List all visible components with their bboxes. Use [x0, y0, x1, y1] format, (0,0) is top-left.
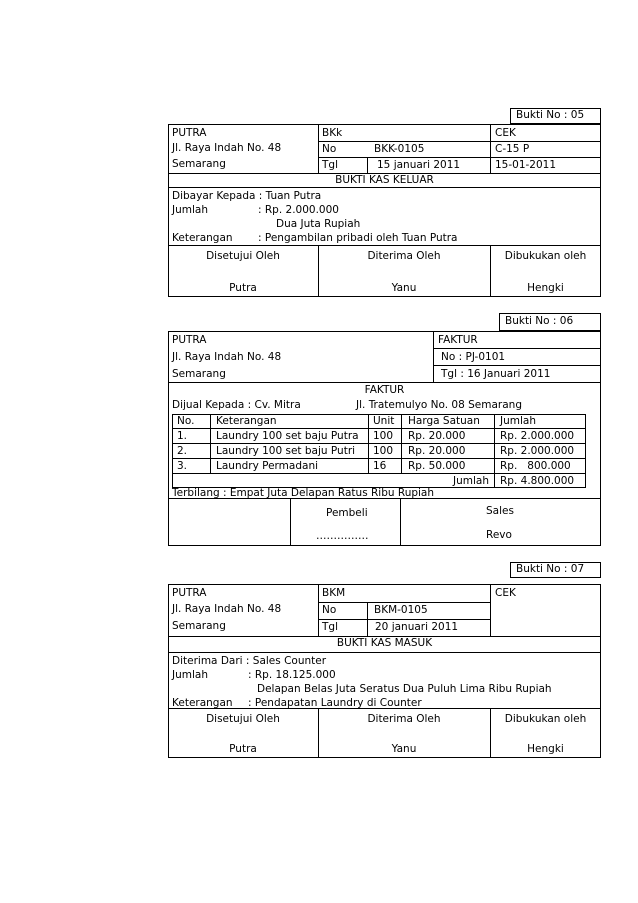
approved-by-label: Disetujui Oleh	[206, 713, 280, 725]
company-name: PUTRA	[172, 127, 207, 139]
col-amount-header: Jumlah	[500, 415, 536, 427]
amount-value: : Rp. 2.000.000	[258, 204, 339, 216]
company-name: PUTRA	[172, 587, 207, 599]
sold-to: Dijual Kepada : Cv. Mitra	[172, 399, 301, 411]
no-label: No	[322, 604, 337, 616]
tgl-label: Tgl	[322, 621, 338, 633]
buyer-address: Jl. Tratemulyo No. 08 Semarang	[356, 399, 522, 411]
booked-by-name: Hengki	[527, 743, 564, 755]
amount-label: Jumlah	[172, 669, 208, 681]
no-label: No	[322, 143, 337, 155]
row-description: Laundry Permadani	[216, 460, 319, 472]
note-label: Keterangan	[172, 697, 233, 709]
row-unit: 100	[373, 445, 394, 457]
company-address: Jl. Raya Indah No. 48	[172, 142, 282, 154]
bukti-no: Bukti No : 07	[516, 563, 585, 575]
bukti-no: Bukti No : 06	[505, 315, 574, 327]
received-by-label: Diterima Oleh	[367, 713, 441, 725]
no-value: BKK-0105	[374, 143, 425, 155]
row-price: Rp. 50.000	[408, 460, 466, 472]
company-name: PUTRA	[172, 334, 207, 346]
booked-by-label: Dibukukan oleh	[504, 250, 587, 262]
tgl-value: 15 januari 2011	[377, 159, 461, 171]
row-unit: 100	[373, 430, 394, 442]
bukti-no: Bukti No : 05	[516, 109, 585, 121]
note-value: : Pengambilan pribadi oleh Tuan Putra	[258, 232, 458, 244]
amount-label: Jumlah	[172, 204, 208, 216]
buyer-signature: ……………	[316, 530, 369, 542]
approved-by-name: Putra	[229, 743, 257, 755]
row-price: Rp. 20.000	[408, 445, 466, 457]
row-amount: Rp. 2.000.000	[500, 430, 575, 442]
buyer-label: Pembeli	[326, 507, 368, 519]
row-description: Laundry 100 set baju Putri	[216, 445, 356, 457]
note-value: : Pendapatan Laundry di Counter	[248, 697, 422, 709]
cek-label: CEK	[495, 127, 516, 139]
row-description: Laundry 100 set baju Putra	[216, 430, 359, 442]
total-value: Rp. 4.800.000	[500, 475, 575, 487]
amount-words: Dua Juta Rupiah	[276, 218, 361, 230]
approved-by-label: Disetujui Oleh	[206, 250, 280, 262]
cek-no: C-15 P	[495, 143, 530, 155]
note-label: Keterangan	[172, 232, 233, 244]
faktur-label: FAKTUR	[438, 334, 478, 346]
voucher-type: BKM	[322, 587, 346, 599]
sales-name: Revo	[486, 529, 512, 541]
col-description-header: Keterangan	[216, 415, 277, 427]
received-from: Diterima Dari : Sales Counter	[172, 655, 327, 667]
sales-label: Sales	[486, 505, 514, 517]
company-address: Jl. Raya Indah No. 48	[172, 603, 282, 615]
amount-words: Delapan Belas Juta Seratus Dua Puluh Lima Ribu Rupiah	[257, 683, 552, 695]
received-by-label: Diterima Oleh	[367, 250, 441, 262]
cek-date: 15-01-2011	[495, 159, 557, 171]
tgl-label: Tgl	[322, 159, 338, 171]
row-no: 3.	[177, 460, 188, 472]
row-no: 1.	[177, 430, 188, 442]
company-city: Semarang	[172, 368, 226, 380]
faktur-no: No : PJ-0101	[441, 351, 506, 363]
col-unit-header: Unit	[373, 415, 395, 427]
total-label: Jumlah	[453, 475, 489, 487]
invoice-title: FAKTUR	[364, 384, 405, 396]
row-no: 2.	[177, 445, 188, 457]
approved-by-name: Putra	[229, 282, 257, 294]
cek-label: CEK	[495, 587, 516, 599]
no-value: BKM-0105	[374, 604, 428, 616]
paid-to: Dibayar Kepada : Tuan Putra	[172, 190, 322, 202]
company-address: Jl. Raya Indah No. 48	[172, 351, 282, 363]
voucher-title: BUKTI KAS MASUK	[336, 637, 433, 649]
row-amount: Rp. 800.000	[500, 460, 571, 472]
voucher-type: BKk	[322, 127, 343, 139]
row-amount: Rp. 2.000.000	[500, 445, 575, 457]
voucher-title: BUKTI KAS KELUAR	[335, 174, 434, 186]
amount-in-words: Terbilang : Empat Juta Delapan Ratus Ribu Rupiah	[172, 487, 435, 499]
received-by-name: Yanu	[391, 743, 417, 755]
company-city: Semarang	[172, 158, 226, 170]
row-unit: 16	[373, 460, 387, 472]
faktur-date: Tgl : 16 Januari 2011	[441, 368, 551, 380]
col-no-header: No.	[177, 415, 195, 427]
col-price-header: Harga Satuan	[408, 415, 480, 427]
company-city: Semarang	[172, 620, 226, 632]
received-by-name: Yanu	[391, 282, 417, 294]
booked-by-label: Dibukukan oleh	[504, 713, 587, 725]
booked-by-name: Hengki	[527, 282, 564, 294]
tgl-value: 20 januari 2011	[375, 621, 459, 633]
amount-value: : Rp. 18.125.000	[248, 669, 336, 681]
row-price: Rp. 20.000	[408, 430, 466, 442]
